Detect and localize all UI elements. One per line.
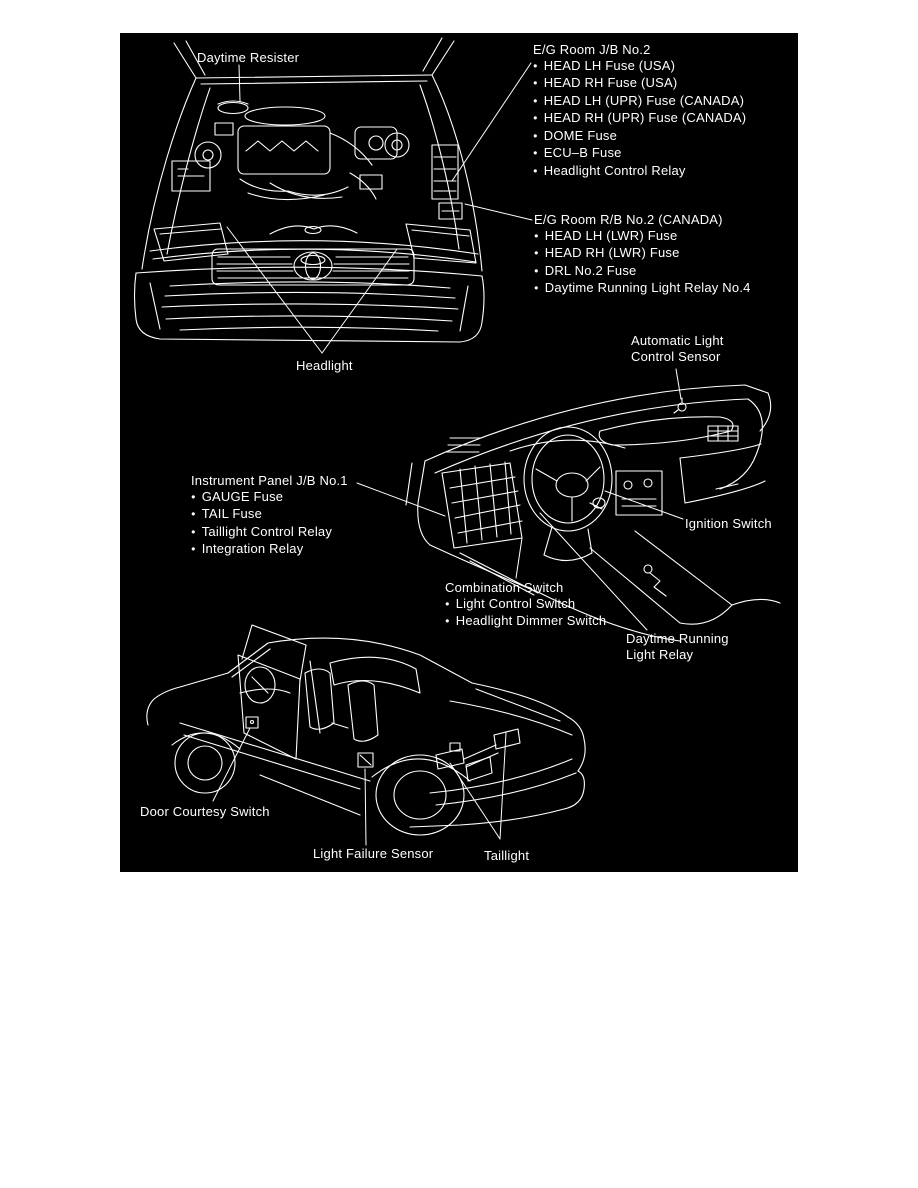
daytime-running-relay-line1: Daytime Running <box>626 631 729 646</box>
switch-item: ● Light Control Switch <box>445 596 606 614</box>
leader-instrument-panel-jb <box>357 483 445 516</box>
fuse-item: ● HEAD LH (UPR) Fuse (CANADA) <box>533 93 746 111</box>
relay-item: ● Headlight Control Relay <box>533 163 746 181</box>
front-car-drawing <box>135 38 485 342</box>
instrument-panel-jb-title: Instrument Panel J/B No.1 <box>191 473 348 488</box>
daytime-running-relay-line2: Light Relay <box>626 646 694 662</box>
fuse-item: ● GAUGE Fuse <box>191 489 348 507</box>
leader-combination-switch <box>516 538 522 578</box>
leader-taillight-right <box>500 733 506 839</box>
relay-item: ● Taillight Control Relay <box>191 524 348 542</box>
switch-item: ● Headlight Dimmer Switch <box>445 613 606 631</box>
eg-room-rb-label-block <box>534 212 751 298</box>
leader-headlight-right <box>322 249 397 353</box>
daytime-resister-label: Daytime Resister <box>197 50 300 65</box>
fuse-item: ● TAIL Fuse <box>191 506 348 524</box>
fuse-item: ● ECU–B Fuse <box>533 145 746 163</box>
fuse-item: ● DRL No.2 Fuse <box>534 263 751 281</box>
light-failure-sensor-label: Light Failure Sensor <box>313 846 434 861</box>
automatic-light-sensor-label <box>631 333 724 364</box>
component-location-diagram-panel <box>120 33 798 872</box>
eg-room-jb-title: E/G Room J/B No.2 <box>533 42 651 57</box>
eg-room-jb-label-block <box>533 42 746 180</box>
leader-headlight-left <box>227 227 322 353</box>
relay-item: ● Daytime Running Light Relay No.4 <box>534 280 751 298</box>
fuse-item: ● HEAD LH (LWR) Fuse <box>534 228 751 246</box>
ignition-switch-label: Ignition Switch <box>685 516 772 531</box>
leader-daytime-resister <box>239 65 240 101</box>
fuse-item: ● HEAD RH (LWR) Fuse <box>534 245 751 263</box>
fuse-item: ● HEAD RH (UPR) Fuse (CANADA) <box>533 110 746 128</box>
combination-switch-label-block <box>445 580 606 631</box>
leader-eg-room-jb <box>452 63 531 181</box>
automatic-light-sensor-line2: Control Sensor <box>631 348 721 364</box>
leader-light-failure-sensor <box>365 769 366 845</box>
eg-room-rb-title: E/G Room R/B No.2 (CANADA) <box>534 212 723 227</box>
headlight-label: Headlight <box>296 358 353 373</box>
leader-taillight-left <box>450 763 500 839</box>
leader-auto-light-sensor <box>676 369 681 399</box>
fuse-item: ● HEAD RH Fuse (USA) <box>533 75 746 93</box>
taillight-label: Taillight <box>484 848 530 863</box>
combination-switch-title: Combination Switch <box>445 580 564 595</box>
automatic-light-sensor-line1: Automatic Light <box>631 333 724 348</box>
daytime-running-relay-label <box>626 631 729 662</box>
door-courtesy-switch-label: Door Courtesy Switch <box>140 804 270 819</box>
relay-item: ● Integration Relay <box>191 541 348 559</box>
instrument-panel-jb-label-block <box>191 473 348 559</box>
fuse-item: ● DOME Fuse <box>533 128 746 146</box>
leader-lines <box>213 63 683 845</box>
fuse-item: ● HEAD LH Fuse (USA) <box>533 58 746 76</box>
